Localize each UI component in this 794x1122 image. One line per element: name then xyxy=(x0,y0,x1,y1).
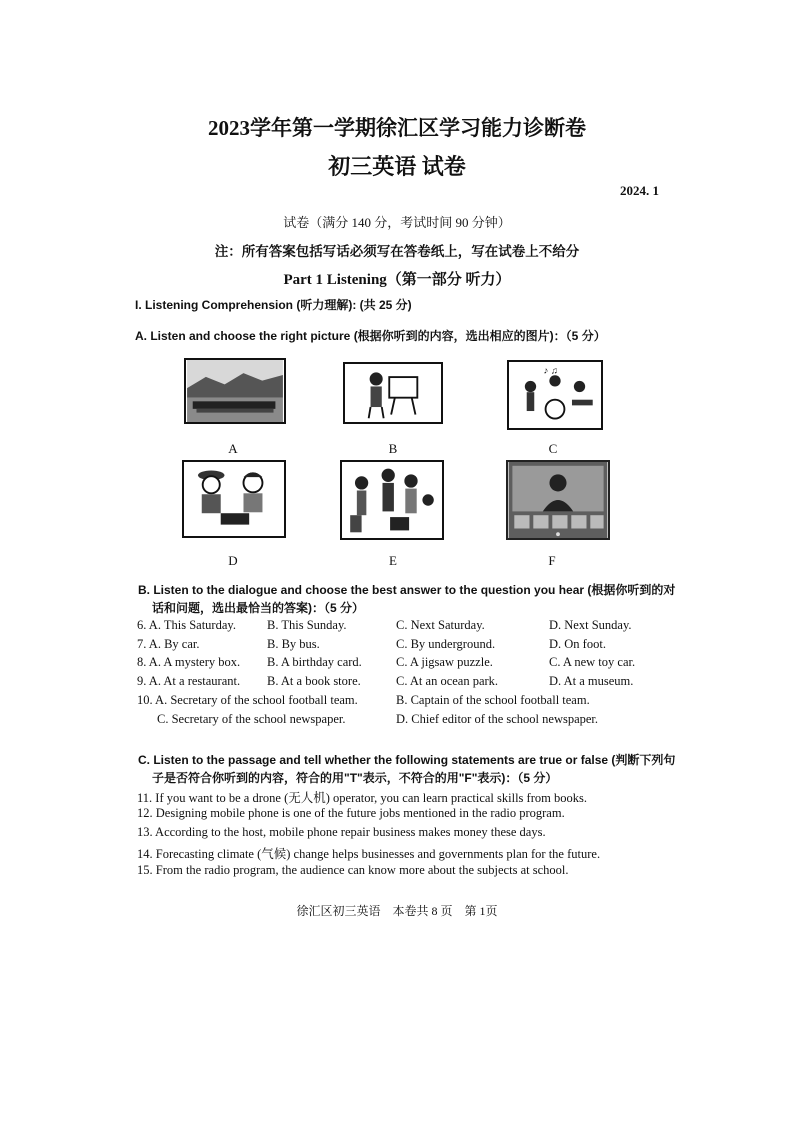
section-b-heading-cont: 话和问题，选出最恰当的答案)：（5 分） xyxy=(152,601,365,615)
q6-option-b: B. This Sunday. xyxy=(267,618,347,632)
q10-option-d: D. Chief editor of the school newspaper. xyxy=(396,712,599,726)
statement-11: 11. If you want to be a drone (无人机) operator, you can learn practical skills from books. xyxy=(137,791,587,805)
q6-option-a: 6. A. This Saturday. xyxy=(137,618,236,632)
exam-note: 注：所有答案包括写话必须写在答卷纸上，写在试卷上不给分 xyxy=(214,244,580,259)
page-title: 2023学年第一学期徐汇区学习能力诊断卷 xyxy=(208,116,586,140)
q8-option-a: 8. A. A mystery box. xyxy=(137,655,241,669)
svg-text:♪ ♫: ♪ ♫ xyxy=(543,366,558,377)
section-c-heading: C. Listen to the passage and tell whether the following statements are true or false (判断下列句 xyxy=(138,753,676,767)
page-footer: 徐汇区初三英语 本卷共 8 页 第 1页 xyxy=(296,904,498,918)
q8-option-d: C. A new toy car. xyxy=(549,655,636,669)
statement-15: 15. From the radio program, the audience can know more about the subjects at school. xyxy=(137,863,569,877)
picture-label-c: C xyxy=(548,441,558,456)
q10-option-c: C. Secretary of the school newspaper. xyxy=(157,712,346,726)
q6-option-c: C. Next Saturday. xyxy=(396,618,485,632)
q8-option-c: C. A jigsaw puzzle. xyxy=(396,655,493,669)
q9-option-d: D. At a museum. xyxy=(549,674,634,688)
picture-e-travelers xyxy=(340,460,444,540)
exam-info: 试卷（满分 140 分，考试时间 90 分钟） xyxy=(283,215,511,230)
q6-option-d: D. Next Sunday. xyxy=(549,618,632,632)
picture-d-children xyxy=(182,460,286,538)
q7-option-b: B. By bus. xyxy=(267,637,320,651)
picture-label-e: E xyxy=(389,553,397,568)
q7-option-a: 7. A. By car. xyxy=(137,637,200,651)
picture-label-d: D xyxy=(228,553,238,568)
q7-option-d: D. On foot. xyxy=(549,637,606,651)
picture-label-a: A xyxy=(228,441,238,456)
section-a-heading: A. Listen and choose the right picture (根据你听到的内容，选出相应的图片)：（5 分） xyxy=(135,329,606,343)
picture-c-band xyxy=(507,360,603,430)
q10-option-b: B. Captain of the school football team. xyxy=(396,693,590,707)
part1-title: Part 1 Listening（第一部分 听力） xyxy=(283,272,511,288)
q10-option-a: 10. A. Secretary of the school football team. xyxy=(137,693,358,707)
picture-b-teacher xyxy=(343,362,443,424)
statement-14: 14. Forecasting climate (气候) change helps businesses and governments plan for the future. xyxy=(137,847,601,861)
exam-date: 2024. 1 xyxy=(620,183,659,198)
q9-option-b: B. At a book store. xyxy=(267,674,361,688)
section-b-heading: B. Listen to the dialogue and choose the best answer to the question you hear (根据你听到的对 xyxy=(138,583,676,597)
picture-f-video-call xyxy=(506,460,610,540)
q9-option-c: C. At an ocean park. xyxy=(396,674,499,688)
section-c-heading-cont: 子是否符合你听到的内容，符合的用"T"表示，不符合的用"F"表示)：（5 分） xyxy=(152,771,558,785)
page-subtitle: 初三英语 试卷 xyxy=(328,154,466,179)
q9-option-a: 9. A. At a restaurant. xyxy=(137,674,241,688)
picture-a-dragon-boat xyxy=(184,358,286,424)
q7-option-c: C. By underground. xyxy=(396,637,496,651)
statement-12: 12. Designing mobile phone is one of the future jobs mentioned in the radio program. xyxy=(137,806,565,820)
picture-label-f: F xyxy=(548,553,556,568)
section-i-heading: I. Listening Comprehension (听力理解): (共 25 分) xyxy=(135,298,412,312)
picture-label-b: B xyxy=(388,441,398,456)
statement-13: 13. According to the host, mobile phone repair business makes money these days. xyxy=(137,825,546,839)
q8-option-b: B. A birthday card. xyxy=(267,655,362,669)
